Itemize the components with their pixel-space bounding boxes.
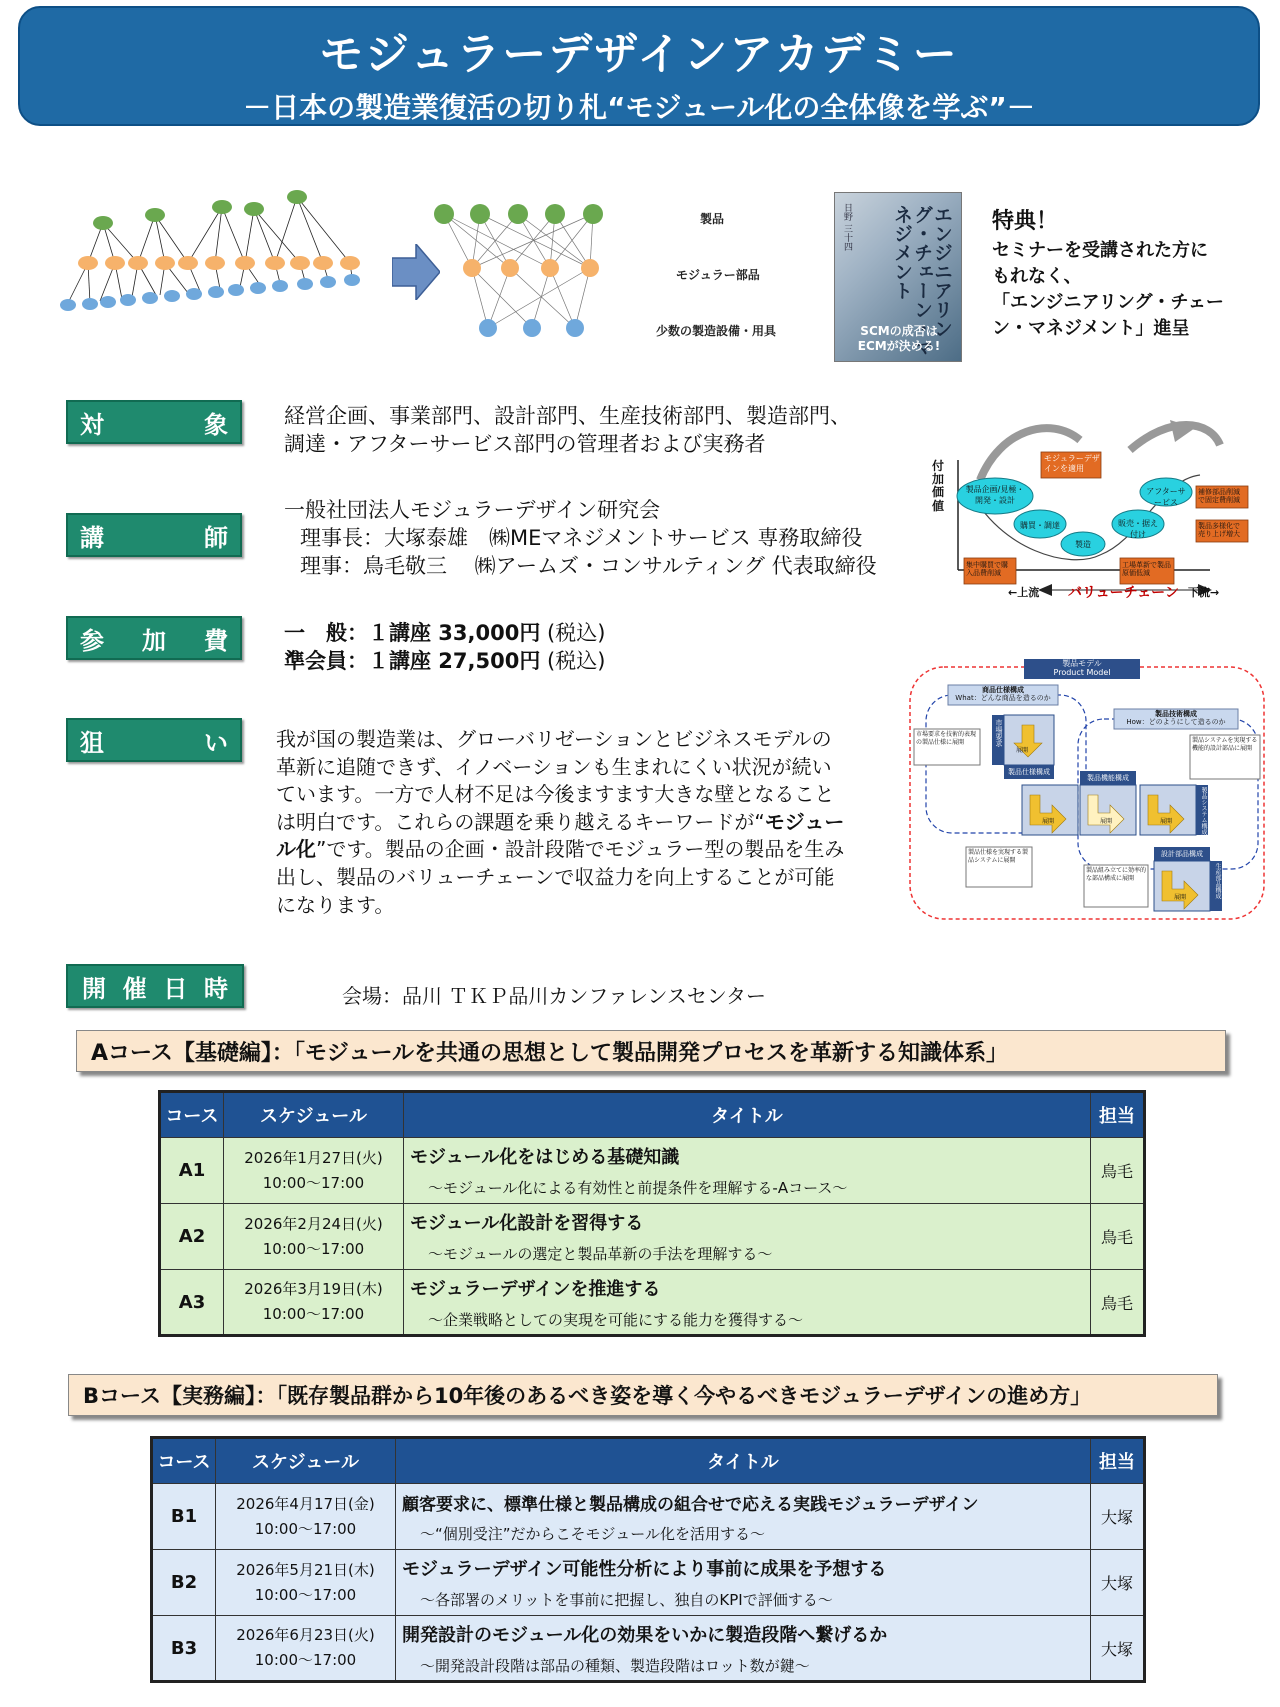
course-schedule: 2026年1月27日(火) 10:00～17:00	[224, 1138, 404, 1204]
pm-note: 市場要求を技術的表現の製品仕様に展開	[916, 731, 977, 746]
course-schedule: 2026年4月17日(金) 10:00～17:00	[216, 1484, 396, 1550]
course-title: 開発設計のモジュール化の効果をいかに製造段階へ繋げるか ～開発設計段階は部品の種類、製造段階はロット数が鍵～	[396, 1616, 1091, 1682]
course-a-table	[158, 1090, 1146, 1337]
book-author: 日野 三十四	[842, 203, 852, 251]
vc-node: 製品企画/見極・開発・設計	[965, 485, 1025, 505]
pm-spec: 商品仕様構成 What：どんな商品を造るのか	[955, 686, 1051, 703]
fee-text: 一 般：１講座 33,000円 (税込) 準会員：１講座 27,500円 (税込)	[284, 621, 606, 673]
product-model-diagram	[908, 655, 1268, 923]
table-row	[160, 1270, 1145, 1336]
page-title: モジュラーデザインアカデミー	[319, 29, 959, 80]
course-code: A3	[160, 1270, 224, 1336]
vc-yaxis: 付加価値	[932, 459, 945, 513]
pm-note: 製品システムを実現する機能的設計部品に展開	[1192, 737, 1258, 752]
col-lecturer: 担当	[1091, 1092, 1145, 1138]
pm-note: 製品仕様を実現する製品システムに展開	[968, 849, 1029, 864]
page-subtitle: －日本の製造業復活の切り札“モジュール化の全体像を学ぶ”－	[243, 91, 1035, 124]
vc-downstream: 下流→	[1188, 586, 1220, 599]
course-lecturer: 鳥毛	[1091, 1204, 1145, 1270]
vc-note: 集中購買で購入品費削減	[966, 561, 1008, 578]
vc-xaxis: バリューチェーン	[1068, 585, 1179, 601]
label-aim: 狙 い	[66, 718, 242, 762]
label-equipment: 少数の製造設備・用具	[656, 324, 777, 338]
book-cover-image	[834, 192, 962, 362]
aim-text: 我が国の製造業は、グローバリゼーションとビジネスモデルの革新に追随できず、イノベーションも生まれにくい状況が続いています。一方で人材不足は今後ますます大きな壁となることは明白です。これらの課題を乗り越えるキーワードが“モジュール化”です。製品の企画・設計段階でモジュラー型の製品を生み出し、製品のバリューチェーンで収益力を向上することが可能になります。	[276, 727, 845, 917]
course-lecturer: 鳥毛	[1091, 1270, 1145, 1336]
pm-tech: 製品技術構成 How：どのようにして造るのか	[1126, 710, 1226, 727]
target-text: 経営企画、事業部門、設計部門、生産技術部門、製造部門、 調達・アフターサービス部門の管理者および実務者	[284, 404, 851, 456]
pm-label: 市場要求	[995, 719, 1003, 747]
value-chain-diagram	[920, 420, 1260, 600]
label-dates: 開 催 日 時	[66, 964, 244, 1008]
vc-node: 販売・据え付け	[1118, 519, 1158, 539]
course-code: B2	[152, 1550, 216, 1616]
vc-node: 購買・調達	[1020, 521, 1060, 530]
course-b-header: Bコース【実務編】：「既存製品群から10年後のあるべき姿を導く今やるべきモジュラーデザインの進め方」	[68, 1374, 1218, 1416]
modular-network-diagram	[430, 200, 650, 345]
course-code: A2	[160, 1204, 224, 1270]
vc-node: 製造	[1075, 540, 1091, 549]
book-subtitle: SCMの成否は ECMが決める!	[857, 324, 941, 353]
title-banner	[18, 6, 1260, 126]
pm-expand: 展開	[1042, 818, 1055, 825]
course-a-header: Aコース【基礎編】：「モジュールを共通の思想として製品開発プロセスを革新する知識体系」	[76, 1030, 1226, 1072]
course-title: モジュラーデザインを推進する ～企業戦略としての実現を可能にする能力を獲得する～	[404, 1270, 1091, 1336]
label-target: 対 象	[66, 400, 242, 444]
table-row	[152, 1616, 1145, 1682]
vc-upstream: ←上流	[1008, 586, 1040, 599]
course-schedule: 2026年5月21日(木) 10:00～17:00	[216, 1550, 396, 1616]
vc-node: アフターサービス	[1146, 487, 1186, 507]
course-schedule: 2026年3月19日(木) 10:00～17:00	[224, 1270, 404, 1336]
course-title: 顧客要求に、標準仕様と製品構成の組合せで応える実践モジュラーデザイン ～“個別受注”だからこそモジュール化を活用する～	[396, 1484, 1091, 1550]
pm-expand: 展開	[1100, 818, 1113, 825]
course-code: B1	[152, 1484, 216, 1550]
book-title: エンジニアリング・チェーン・マネジメント	[891, 205, 953, 357]
course-lecturer: 大塚	[1091, 1484, 1145, 1550]
table-row	[152, 1484, 1145, 1550]
table-header-row	[152, 1438, 1145, 1484]
bonus-offer	[992, 206, 1232, 342]
course-lecturer: 大塚	[1091, 1616, 1145, 1682]
label-fee: 参 加 費	[66, 616, 242, 660]
course-lecturer: 大塚	[1091, 1550, 1145, 1616]
vc-note: 工場革新で製品原価低減	[1122, 561, 1171, 578]
course-b-table	[150, 1436, 1146, 1683]
vc-note: 補修部品削減で固定費削減	[1198, 488, 1240, 505]
col-title: タイトル	[396, 1438, 1091, 1484]
pm-expand: 展開	[1160, 818, 1173, 825]
course-title: モジュール化をはじめる基礎知識 ～モジュール化による有効性と前提条件を理解する-Aコース～	[404, 1138, 1091, 1204]
table-row	[160, 1138, 1145, 1204]
col-schedule: スケジュール	[224, 1092, 404, 1138]
pm-expand: 展開	[1174, 894, 1187, 901]
pm-label: 製品仕様構成	[1008, 768, 1050, 776]
bonus-line: もれなく、	[992, 265, 1082, 287]
col-lecturer: 担当	[1091, 1438, 1145, 1484]
course-schedule: 2026年6月23日(火) 10:00～17:00	[216, 1616, 396, 1682]
vc-apply-note: モジュラーデザインを適用	[1044, 454, 1100, 473]
table-row	[160, 1204, 1145, 1270]
pm-expand: 展開	[1016, 747, 1029, 754]
label-lecturer: 講 師	[66, 513, 242, 557]
col-title: タイトル	[404, 1092, 1091, 1138]
bonus-heading: 特典！	[992, 209, 1059, 234]
lecturer-text: 一般社団法人モジュラーデザイン研究会 理事長：大塚泰雄 ㈱MEマネジメントサービス 専務取締役 理事：鳥毛敬三 ㈱アームズ・コンサルティング 代表取締役	[284, 498, 877, 578]
venue-text: 会場：品川 ＴＫＰ品川カンファレンスセンター	[342, 984, 767, 1008]
course-lecturer: 鳥毛	[1091, 1138, 1145, 1204]
bonus-line: セミナーを受講された方に	[992, 239, 1208, 261]
bonus-line: ン・マネジメント」進呈	[992, 318, 1190, 340]
label-product: 製品	[700, 212, 725, 226]
pm-label: 製品システム構成	[1200, 787, 1207, 835]
col-course: コース	[152, 1438, 216, 1484]
label-modular-parts: モジュラー部品	[676, 268, 760, 282]
bonus-line: 「エンジニアリング・チェー	[992, 292, 1224, 314]
pm-label: 生産部品構成	[1214, 863, 1221, 899]
course-schedule: 2026年2月24日(火) 10:00～17:00	[224, 1204, 404, 1270]
pm-title: 製品モデル Product Model	[1053, 659, 1111, 677]
course-title: モジュール化設計を習得する ～モジュールの選定と製品革新の手法を理解する～	[404, 1204, 1091, 1270]
pm-label: 製品機能構成	[1087, 774, 1129, 782]
col-course: コース	[160, 1092, 224, 1138]
course-code: B3	[152, 1616, 216, 1682]
course-code: A1	[160, 1138, 224, 1204]
table-header-row	[160, 1092, 1145, 1138]
table-row	[152, 1550, 1145, 1616]
vc-note: 製品多様化で売り上げ増大	[1198, 522, 1240, 539]
course-title: モジュラーデザイン可能性分析により事前に成果を予想する ～各部署のメリットを事前に把握し、独自のKPIで評価する～	[396, 1550, 1091, 1616]
integral-network-diagram	[60, 185, 370, 320]
pm-note: 製品組み立てに効率的な部品構成に展開	[1086, 867, 1147, 882]
col-schedule: スケジュール	[216, 1438, 396, 1484]
pm-label: 設計部品構成	[1161, 850, 1203, 858]
